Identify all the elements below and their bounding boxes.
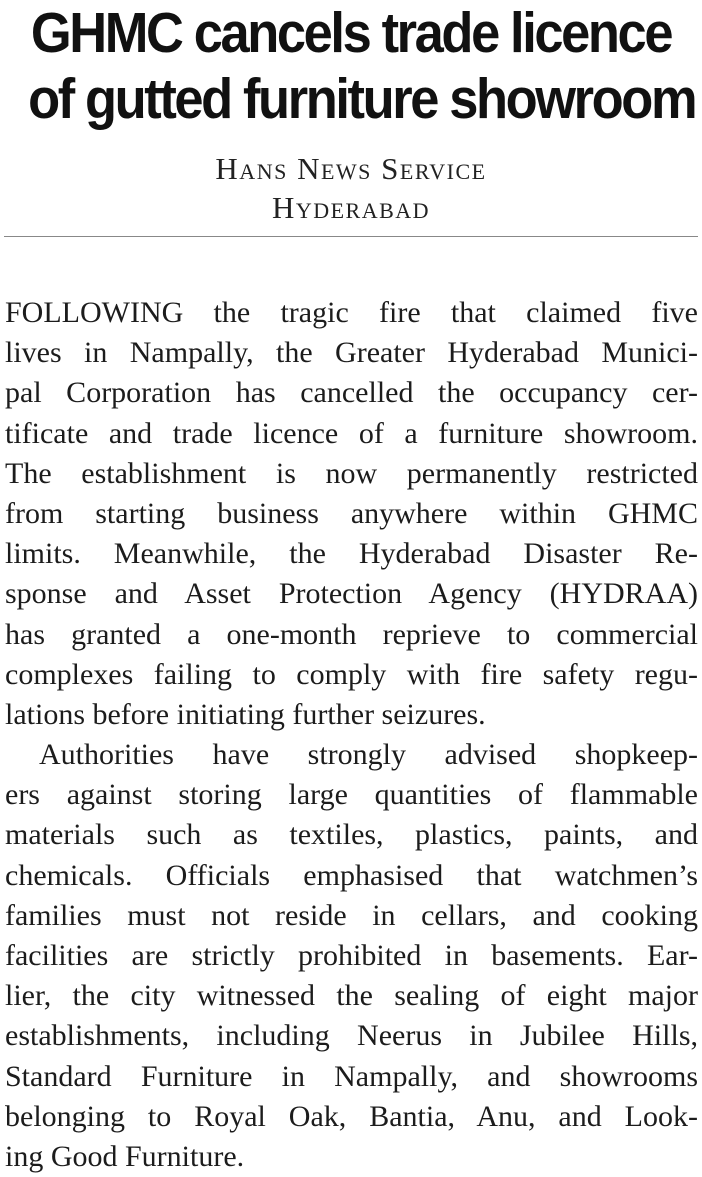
body-line: lier, the city witnessed the sealing of eight major [5, 979, 698, 1013]
body-line: tificate and trade licence of a furniture showroom. [5, 416, 698, 450]
body-line: from starting business anywhere within GHMC [5, 496, 698, 530]
body-line: facilities are strictly prohibited in basements. Ear- [5, 939, 698, 972]
headline-divider [4, 236, 698, 237]
headline-line-1: GHMC cancels trade licence [30, 1, 672, 65]
body-line: chemicals. Officials emphasised that watchmen’s [5, 858, 698, 892]
body-line: complexes failing to comply with fire safety regu- [5, 657, 698, 691]
body-line: Authorities have strongly advised shopkeep- [39, 738, 698, 772]
body-line: ers against storing large quantities of flammable [5, 778, 698, 812]
body-line: belonging to Royal Oak, Bantia, Anu, and Look- [5, 1099, 698, 1133]
body-line: Standard Furniture in Nampally, and showrooms [5, 1059, 698, 1093]
body-line: FOLLOWING the tragic fire that claimed five [5, 296, 698, 329]
paragraph-2 [5, 735, 698, 1177]
body-line: limits. Meanwhile, the Hyderabad Disaster Re- [5, 537, 698, 571]
body-line: sponse and Asset Protection Agency (HYDRAA) [5, 577, 698, 611]
headline [28, 0, 696, 132]
article-body [5, 293, 698, 1177]
body-line: The establishment is now permanently restricted [5, 456, 698, 490]
body-line: lives in Nampally, the Greater Hyderabad Munici- [5, 336, 698, 370]
body-line: lations before initiating further seizures. [5, 697, 486, 731]
body-line: ing Good Furniture. [5, 1139, 245, 1173]
body-line: families must not reside in cellars, and cooking [5, 898, 698, 932]
byline-dateline-city: Hyderabad [271, 190, 431, 225]
headline-line-2: of gutted furniture showroom [28, 67, 696, 131]
byline-news-service: Hans News Service [215, 151, 487, 186]
body-line: pal Corporation has cancelled the occupancy cer- [5, 376, 698, 410]
paragraph-1 [5, 293, 698, 735]
body-line: establishments, including Neerus in Jubilee Hills, [5, 1019, 698, 1053]
body-line: materials such as textiles, plastics, paints, and [5, 818, 698, 852]
body-line: has granted a one-month reprieve to commercial [5, 617, 698, 651]
